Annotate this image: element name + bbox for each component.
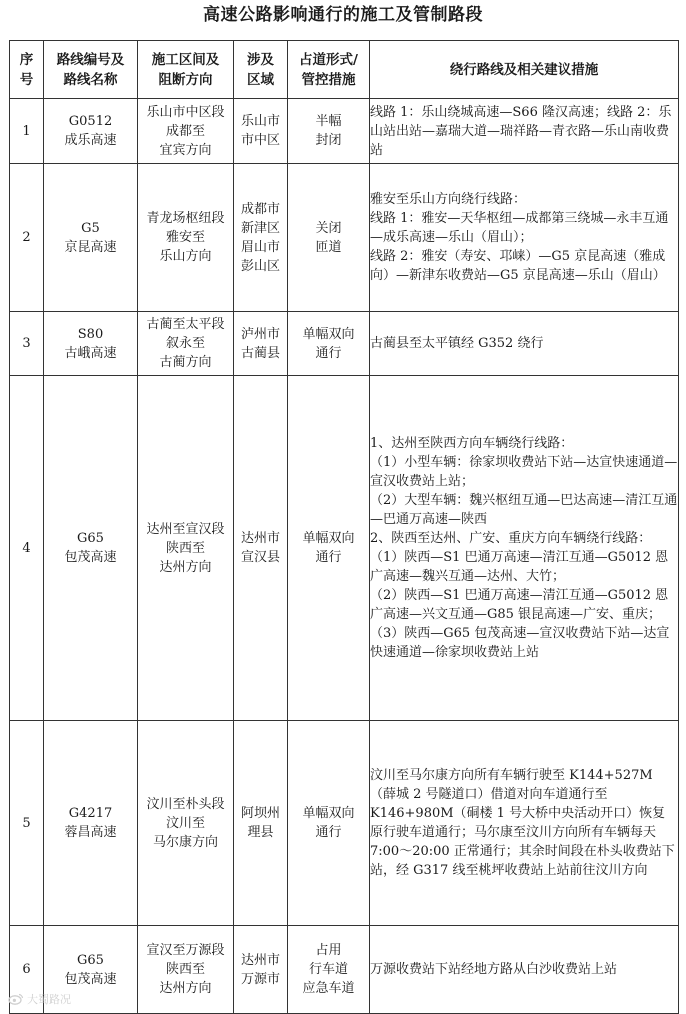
table-row [10, 721, 679, 926]
table-header-row [10, 41, 679, 99]
weibo-logo-icon [8, 993, 24, 1005]
row-detour: 汶川至马尔康方向所有车辆行驶至 K144+527M（薛城 2 号隧道口）借道对向车道通行至 K146+980M（硐楼 1 号大桥中央活动开口）恢复原行驶车道通行；马尔康至汶川方向所有车辆每天 7:00～20:00 正常通行；其余时间段在朴头收费站下站，经 G317 线至桃坪收费站上站前往汶川方向 [370, 721, 679, 926]
row-control: 关闭 匝道 [288, 164, 370, 312]
header-control: 占道形式/ 管控措施 [288, 41, 370, 99]
header-no: 序 号 [10, 41, 44, 99]
row-detour: 线路 1：乐山绕城高速—S66 隆汉高速；线路 2：乐山站出站—嘉瑞大道—瑞祥路—青衣路—乐山南收费站 [370, 99, 679, 164]
row-area: 成都市 新津区 眉山市 彭山区 [234, 164, 288, 312]
header-road: 路线编号及 路线名称 [44, 41, 138, 99]
header-section: 施工区间及 阻断方向 [138, 41, 234, 99]
row-detour: 万源收费站下站经地方路从白沙收费站上站 [370, 926, 679, 1014]
row-area: 乐山市 市中区 [234, 99, 288, 164]
header-area: 涉及 区域 [234, 41, 288, 99]
page-title: 高速公路影响通行的施工及管制路段 [203, 5, 483, 25]
row-section: 古蔺至太平段 叙永至 古蔺方向 [138, 312, 234, 376]
table-row [10, 312, 679, 376]
row-no: 4 [10, 376, 44, 721]
row-no: 6 [10, 926, 44, 1014]
watermark [8, 991, 71, 1007]
table-row [10, 99, 679, 164]
row-road: G4217 蓉昌高速 [44, 721, 138, 926]
row-control: 单幅双向 通行 [288, 312, 370, 376]
row-detour: 雅安至乐山方向绕行线路： 线路 1：雅安—天华枢纽—成都第三绕城—永丰互通—成乐高速—乐山（眉山）； 线路 2：雅安（寿安、邛崃）—G5 京昆高速（雅成向）—新津东收费站—G5 京昆高速—乐山（眉山） [370, 164, 679, 312]
row-detour: 1、达州至陕西方向车辆绕行线路： （1）小型车辆：徐家坝收费站下站—达宣快速通道—宣汉收费站上站； （2）大型车辆：魏兴枢纽互通—巴达高速—清江互通—巴通万高速—陕西 2、陕西至达州、广安、重庆方向车辆绕行线路： （1）陕西—S1 巴通万高速—清江互通—G5012 恩广高速—魏兴互通—达州、大竹； （2）陕西—S1 巴通万高速—清江互通—G5012 恩广高速—兴文互通—G85 银昆高速—广安、重庆； （3）陕西—G65 包茂高速—宣汉收费站下站—达宣快速通道—徐家坝收费站上站 [370, 376, 679, 721]
row-area: 泸州市 古蔺县 [234, 312, 288, 376]
row-area: 阿坝州 理县 [234, 721, 288, 926]
watermark-text: 大蜀路况 [27, 993, 71, 1006]
row-road: G65 包茂高速 [44, 376, 138, 721]
row-section: 宣汉至万源段 陕西至 达州方向 [138, 926, 234, 1014]
row-no: 2 [10, 164, 44, 312]
row-control: 单幅双向 通行 [288, 376, 370, 721]
row-road: G5 京昆高速 [44, 164, 138, 312]
table-row [10, 926, 679, 1014]
header-detour: 绕行路线及相关建议措施 [370, 41, 679, 99]
row-road: G65 包茂高速 [44, 926, 138, 1014]
row-section: 达州至宣汉段 陕西至 达州方向 [138, 376, 234, 721]
row-section: 乐山市中区段 成都至 宜宾方向 [138, 99, 234, 164]
row-control: 占用 行车道 应急车道 [288, 926, 370, 1014]
row-road: S80 古峨高速 [44, 312, 138, 376]
row-section: 汶川至朴头段 汶川至 马尔康方向 [138, 721, 234, 926]
row-control: 单幅双向 通行 [288, 721, 370, 926]
construction-table [9, 40, 679, 1014]
row-no: 5 [10, 721, 44, 926]
table-row [10, 376, 679, 721]
row-area: 达州市 万源市 [234, 926, 288, 1014]
row-area: 达州市 宣汉县 [234, 376, 288, 721]
row-no: 3 [10, 312, 44, 376]
table-row [10, 164, 679, 312]
row-no: 1 [10, 99, 44, 164]
row-road: G0512 成乐高速 [44, 99, 138, 164]
row-detour: 古蔺县至太平镇经 G352 绕行 [370, 312, 679, 376]
row-control: 半幅 封闭 [288, 99, 370, 164]
row-section: 青龙场枢纽段 雅安至 乐山方向 [138, 164, 234, 312]
